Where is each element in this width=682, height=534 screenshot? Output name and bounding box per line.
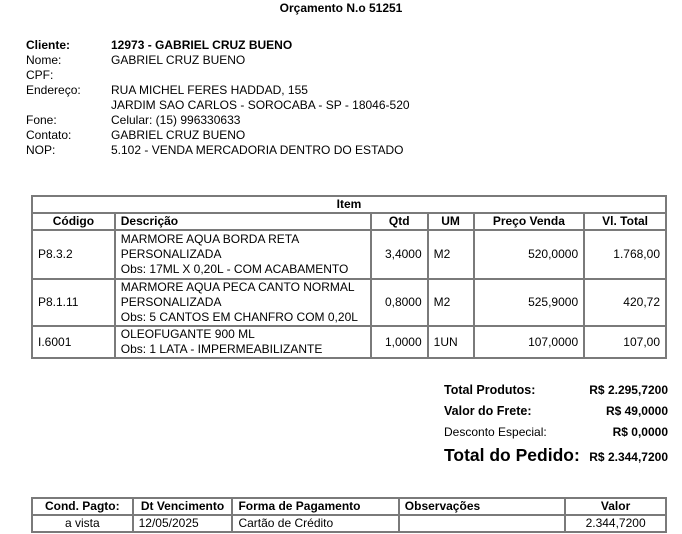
- item-um: M2: [428, 279, 474, 326]
- client-row-contato: [26, 128, 410, 143]
- header-preco-venda: Preço Venda: [474, 213, 585, 230]
- client-row-nop: [26, 143, 410, 158]
- table-row: [32, 326, 666, 358]
- document-title: Orçamento N.o 51251: [279, 1, 403, 15]
- total-produtos-label: Total Produtos:: [444, 383, 536, 397]
- phone-label: Fone:: [26, 113, 57, 127]
- total-pedido-value: R$ 2.344,7200: [589, 450, 668, 464]
- client-row-nome: [26, 53, 410, 68]
- item-qtd: 0,8000: [371, 279, 428, 326]
- payment-forma: Cartão de Crédito: [232, 515, 398, 532]
- item-preco: 520,0000: [474, 230, 585, 279]
- nop-value: 5.102 - VENDA MERCADORIA DENTRO DO ESTADO: [111, 143, 404, 157]
- item-preco: 107,0000: [474, 326, 585, 358]
- item-total: 1.768,00: [584, 230, 666, 279]
- client-row-cliente: [26, 38, 410, 53]
- client-row-fone: [26, 113, 410, 128]
- payment-valor: 2.344,7200: [565, 515, 666, 532]
- header-vl-total: Vl. Total: [584, 213, 666, 230]
- item-descricao-line: MARMORE AQUA BORDA RETA: [120, 232, 300, 246]
- item-descricao-line: OLEOFUGANTE 900 ML: [120, 327, 255, 341]
- desconto-value: R$ 0,0000: [612, 425, 668, 439]
- cpf-label: CPF:: [26, 68, 54, 82]
- frete-label: Valor do Frete:: [444, 404, 532, 418]
- address-label-blank: [26, 98, 111, 113]
- total-pedido-row: [444, 445, 668, 469]
- totals-section: [444, 383, 668, 469]
- table-row: [32, 279, 666, 326]
- item-qtd: 3,4000: [371, 230, 428, 279]
- header-codigo: Código: [32, 213, 115, 230]
- header-dt-vencimento: Dt Vencimento: [133, 498, 233, 515]
- item-qtd: 1,0000: [371, 326, 428, 358]
- address-label: Endereço:: [26, 83, 81, 97]
- item-descricao-line: PERSONALIZADA: [120, 247, 222, 261]
- payment-obs: [399, 515, 565, 532]
- items-header-row: [32, 213, 666, 230]
- payment-cond: a vista: [32, 515, 133, 532]
- item-descricao: [115, 230, 371, 279]
- item-obs: Obs: 17ML X 0,20L - COM ACABAMENTO: [120, 262, 349, 276]
- header-forma-pagamento: Forma de Pagamento: [232, 498, 398, 515]
- payment-vencimento: 12/05/2025: [133, 515, 233, 532]
- item-um: 1UN: [428, 326, 474, 358]
- item-um: M2: [428, 230, 474, 279]
- header-um: UM: [428, 213, 474, 230]
- item-total: 420,72: [584, 279, 666, 326]
- items-caption: Item: [32, 196, 666, 213]
- total-produtos-row: [444, 383, 668, 404]
- item-codigo: P8.1.11: [32, 279, 115, 326]
- table-row: [32, 515, 666, 532]
- total-pedido-label: Total do Pedido:: [444, 445, 580, 465]
- frete-row: [444, 404, 668, 425]
- client-info: [26, 38, 410, 158]
- client-label: Cliente:: [26, 38, 71, 52]
- item-descricao-line: MARMORE AQUA PECA CANTO NORMAL: [120, 280, 355, 294]
- header-valor: Valor: [565, 498, 666, 515]
- client-value: 12973 - GABRIEL CRUZ BUENO: [111, 38, 293, 52]
- address-line-1: RUA MICHEL FERES HADDAD, 155: [111, 83, 308, 97]
- name-value: GABRIEL CRUZ BUENO: [111, 53, 246, 67]
- header-descricao: Descrição: [115, 213, 371, 230]
- payment-header-row: [32, 498, 666, 515]
- nop-label: NOP:: [26, 143, 56, 157]
- item-descricao: [115, 279, 371, 326]
- phone-value: Celular: (15) 996330633: [111, 113, 241, 127]
- contact-value: GABRIEL CRUZ BUENO: [111, 128, 246, 142]
- item-descricao: [115, 326, 371, 358]
- total-produtos-value: R$ 2.295,7200: [589, 383, 668, 397]
- client-row-endereco-2: [26, 98, 410, 113]
- header-cond-pagto: Cond. Pagto:: [32, 498, 133, 515]
- contact-label: Contato:: [26, 128, 72, 142]
- client-row-endereco: [26, 83, 410, 98]
- header-observacoes: Observações: [399, 498, 565, 515]
- client-row-cpf: [26, 68, 410, 83]
- item-preco: 525,9000: [474, 279, 585, 326]
- item-descricao-line: PERSONALIZADA: [120, 295, 222, 309]
- desconto-label: Desconto Especial:: [444, 425, 547, 439]
- item-obs: Obs: 5 CANTOS EM CHANFRO COM 0,20L: [120, 310, 358, 324]
- address-line-2: JARDIM SAO CARLOS - SOROCABA - SP - 18046-520: [111, 98, 410, 112]
- desconto-row: [444, 425, 668, 445]
- items-table: [31, 195, 667, 359]
- item-codigo: I.6001: [32, 326, 115, 358]
- item-obs: Obs: 1 LATA - IMPERMEABILIZANTE: [120, 342, 323, 356]
- item-codigo: P8.3.2: [32, 230, 115, 279]
- payment-table: [31, 497, 667, 533]
- header-qtd: Qtd: [371, 213, 428, 230]
- table-row: [32, 230, 666, 279]
- item-total: 107,00: [584, 326, 666, 358]
- name-label: Nome:: [26, 53, 62, 67]
- frete-value: R$ 49,0000: [605, 404, 668, 418]
